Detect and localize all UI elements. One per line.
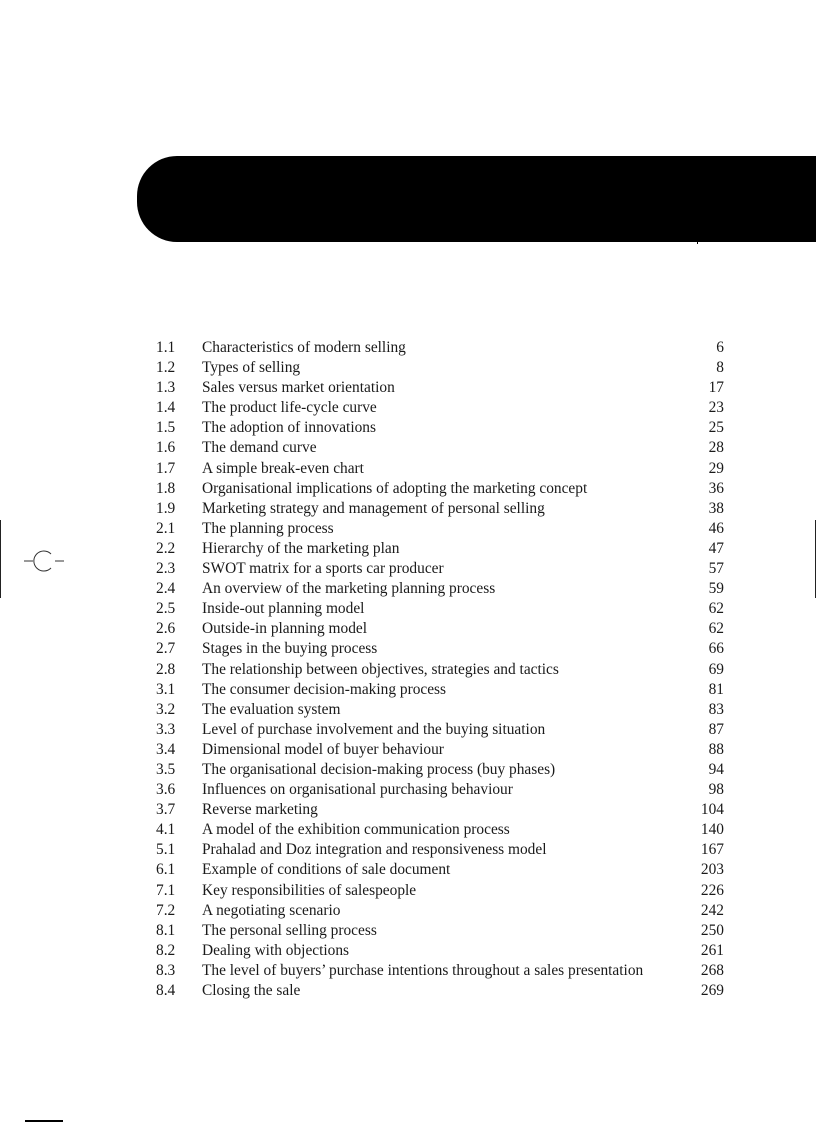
- figure-title: A simple break-even chart: [202, 459, 364, 477]
- figure-number: 1.5: [156, 419, 176, 437]
- list-item: [156, 961, 724, 981]
- page-number: 81: [708, 680, 724, 698]
- page-number: 62: [708, 620, 724, 638]
- figure-title: An overview of the marketing planning process: [202, 580, 496, 598]
- list-item: [156, 680, 724, 700]
- figure-title: The evaluation system: [202, 700, 341, 718]
- page-number: 261: [700, 941, 724, 959]
- figure-number: 6.1: [156, 861, 176, 879]
- page-number: 242: [700, 901, 724, 919]
- figure-title: Stages in the buying process: [202, 640, 378, 658]
- figure-title: A model of the exhibition communication process: [202, 821, 510, 839]
- chapter-banner: [137, 156, 816, 242]
- figure-number: 3.6: [156, 781, 176, 799]
- figure-title: SWOT matrix for a sports car producer: [202, 560, 444, 578]
- page-number: 47: [708, 539, 724, 557]
- list-item: [156, 539, 724, 559]
- list-item: [156, 579, 724, 599]
- list-item: [156, 479, 724, 499]
- figure-number: 2.8: [156, 660, 176, 678]
- figure-number: 1.4: [156, 399, 176, 417]
- registration-mark-icon: [24, 549, 64, 573]
- figure-number: 2.3: [156, 560, 176, 578]
- figure-number: 1.6: [156, 439, 176, 457]
- list-item: [156, 639, 724, 659]
- figure-number: 2.5: [156, 600, 176, 618]
- page-number: 69: [708, 660, 724, 678]
- figure-title: Example of conditions of sale document: [202, 861, 451, 879]
- bottom-rule: [25, 1120, 63, 1122]
- page-number: 250: [700, 921, 724, 939]
- crop-mark-left: [0, 520, 1, 598]
- list-item: [156, 740, 724, 760]
- figure-title: The planning process: [202, 519, 334, 537]
- figure-number: 5.1: [156, 841, 176, 859]
- figure-number: 8.2: [156, 941, 176, 959]
- figure-number: 4.1: [156, 821, 176, 839]
- list-item: [156, 660, 724, 680]
- page-number: 17: [708, 379, 724, 397]
- list-item: [156, 860, 724, 880]
- list-item: [156, 378, 724, 398]
- page-number: 94: [708, 760, 724, 778]
- figure-title: The demand curve: [202, 439, 317, 457]
- figure-title: Influences on organisational purchasing behaviour: [202, 781, 513, 799]
- figure-number: 8.4: [156, 982, 176, 999]
- list-item: [156, 559, 724, 579]
- figure-title: Inside-out planning model: [202, 600, 365, 618]
- list-item: [156, 700, 724, 720]
- figure-number: 3.5: [156, 760, 176, 778]
- figure-number: 2.6: [156, 620, 176, 638]
- figure-title: The organisational decision-making process (buy phases): [202, 760, 556, 778]
- figure-number: 1.7: [156, 459, 176, 477]
- figure-number: 8.3: [156, 961, 176, 979]
- list-item: [156, 921, 724, 941]
- figure-title: The level of buyers’ purchase intentions throughout a sales presentation: [202, 961, 644, 979]
- page-number: 167: [700, 841, 724, 859]
- figure-number: 1.2: [156, 359, 176, 377]
- list-item: [156, 901, 724, 921]
- figure-title: Key responsibilities of salespeople: [202, 881, 417, 899]
- figure-number: 2.4: [156, 580, 176, 598]
- list-item: [156, 619, 724, 639]
- figure-title: Dimensional model of buyer behaviour: [202, 740, 444, 758]
- figure-title: Sales versus market orientation: [202, 379, 395, 397]
- figure-title: The relationship between objectives, strategies and tactics: [202, 660, 559, 678]
- page-number: 38: [708, 499, 724, 517]
- page-number: 8: [716, 359, 724, 377]
- figure-number: 1.3: [156, 379, 176, 397]
- list-item: [156, 800, 724, 820]
- figure-number: 1.9: [156, 499, 176, 517]
- figure-number: 2.7: [156, 640, 176, 658]
- figure-title: Reverse marketing: [202, 801, 318, 819]
- figure-number: 3.4: [156, 740, 176, 758]
- figure-number: 2.2: [156, 539, 176, 557]
- page-number: 98: [708, 781, 724, 799]
- figure-title: Prahalad and Doz integration and responsiveness model: [202, 841, 547, 859]
- list-item: [156, 720, 724, 740]
- figure-title: Organisational implications of adopting the marketing concept: [202, 479, 588, 497]
- figure-title: The consumer decision-making process: [202, 680, 447, 698]
- page-number: 6: [716, 339, 724, 356]
- page-number: 66: [708, 640, 724, 658]
- list-item: [156, 820, 724, 840]
- list-item: [156, 599, 724, 619]
- figure-number: 8.1: [156, 921, 176, 939]
- figure-title: Marketing strategy and management of personal selling: [202, 499, 545, 517]
- page-number: 140: [700, 821, 724, 839]
- list-item: [156, 459, 724, 479]
- figure-title: Closing the sale: [202, 982, 301, 999]
- figure-number: 3.7: [156, 801, 176, 819]
- figure-title: The product life-cycle curve: [202, 399, 377, 417]
- list-item: [156, 519, 724, 539]
- figure-title: Hierarchy of the marketing plan: [202, 539, 400, 557]
- page-number: 104: [700, 801, 724, 819]
- list-item: [156, 881, 724, 901]
- figure-number: 3.3: [156, 720, 176, 738]
- figure-number: 1.8: [156, 479, 176, 497]
- list-item: [156, 418, 724, 438]
- figure-title: The personal selling process: [202, 921, 377, 939]
- figure-title: Dealing with objections: [202, 941, 350, 959]
- list-item: [156, 780, 724, 800]
- figure-title: A negotiating scenario: [202, 901, 341, 919]
- figure-title: Outside-in planning model: [202, 620, 367, 638]
- page-number: 28: [708, 439, 724, 457]
- list-item: [156, 398, 724, 418]
- page-number: 36: [708, 479, 724, 497]
- list-item: [156, 358, 724, 378]
- list-item: [156, 499, 724, 519]
- list-item: [156, 760, 724, 780]
- figure-title: Characteristics of modern selling: [202, 339, 406, 356]
- list-item: [156, 941, 724, 961]
- page-number: 87: [708, 720, 724, 738]
- page-number: 59: [708, 580, 724, 598]
- page-number: 46: [708, 519, 724, 537]
- figure-number: 2.1: [156, 519, 176, 537]
- figure-title: Types of selling: [202, 359, 301, 377]
- page-number: 83: [708, 700, 724, 718]
- page-number: 25: [708, 419, 724, 437]
- list-of-figures: [156, 338, 724, 1001]
- list-item: [156, 338, 724, 358]
- page-number: 269: [700, 982, 724, 999]
- page-number: 62: [708, 600, 724, 618]
- figure-number: 3.2: [156, 700, 176, 718]
- figure-number: 7.2: [156, 901, 176, 919]
- page-number: 203: [700, 861, 724, 879]
- list-item: [156, 438, 724, 458]
- page-number: 268: [700, 961, 724, 979]
- page-number: 57: [708, 560, 724, 578]
- banner-tick-mark: [697, 240, 698, 244]
- page-number: 226: [700, 881, 724, 899]
- page-number: 29: [708, 459, 724, 477]
- page-number: 23: [708, 399, 724, 417]
- figure-title: The adoption of innovations: [202, 419, 376, 437]
- list-item: [156, 840, 724, 860]
- figure-number: 3.1: [156, 680, 176, 698]
- figure-number: 7.1: [156, 881, 176, 899]
- figure-title: Level of purchase involvement and the buying situation: [202, 720, 546, 738]
- list-item: [156, 981, 724, 1001]
- page-number: 88: [708, 740, 724, 758]
- figure-number: 1.1: [156, 339, 176, 356]
